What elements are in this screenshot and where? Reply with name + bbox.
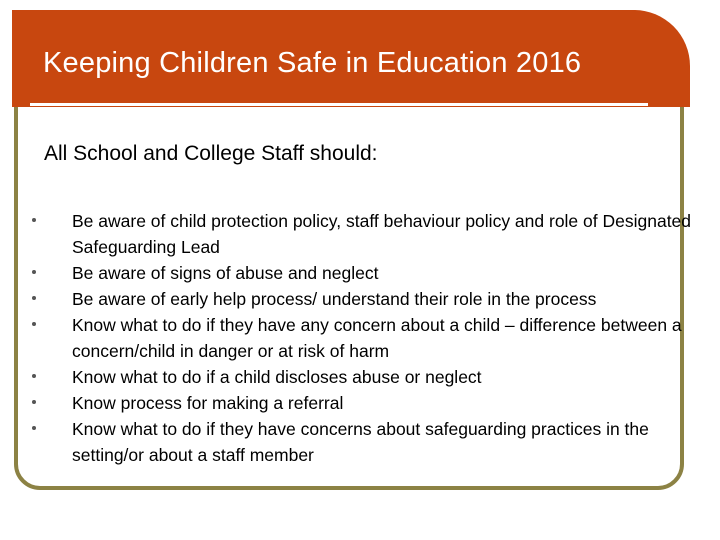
bullet-item xyxy=(0,312,692,364)
bullet-text: Know process for making a referral xyxy=(72,393,344,413)
title-underline xyxy=(30,103,648,106)
bullet-item xyxy=(0,260,692,286)
bullet-list xyxy=(0,208,692,468)
bullet-text: Know what to do if they have concerns about safeguarding practices in the setting/or about a staff member xyxy=(72,419,649,465)
bullet-item xyxy=(0,208,692,260)
bullet-icon xyxy=(32,296,36,300)
bullet-icon xyxy=(32,400,36,404)
bullet-icon xyxy=(32,218,36,222)
bullet-text: Know what to do if a child discloses abuse or neglect xyxy=(72,367,482,387)
bullet-icon xyxy=(32,322,36,326)
bullet-icon xyxy=(32,426,36,430)
bullet-item xyxy=(0,364,692,390)
intro-text: All School and College Staff should: xyxy=(44,142,378,165)
title-bar xyxy=(12,10,690,107)
bullet-item xyxy=(0,286,692,312)
bullet-item xyxy=(0,416,692,468)
bullet-icon xyxy=(32,270,36,274)
bullet-text: Be aware of early help process/ understand their role in the process xyxy=(72,289,597,309)
bullet-item xyxy=(0,390,692,416)
bullet-text: Know what to do if they have any concern about a child – difference between a concern/child in danger or at risk of harm xyxy=(72,315,682,361)
bullet-text: Be aware of signs of abuse and neglect xyxy=(72,263,379,283)
bullet-text: Be aware of child protection policy, staff behaviour policy and role of Designated Safeguarding Lead xyxy=(72,211,692,257)
slide-title: Keeping Children Safe in Education 2016 xyxy=(43,47,582,79)
bullet-icon xyxy=(32,374,36,378)
